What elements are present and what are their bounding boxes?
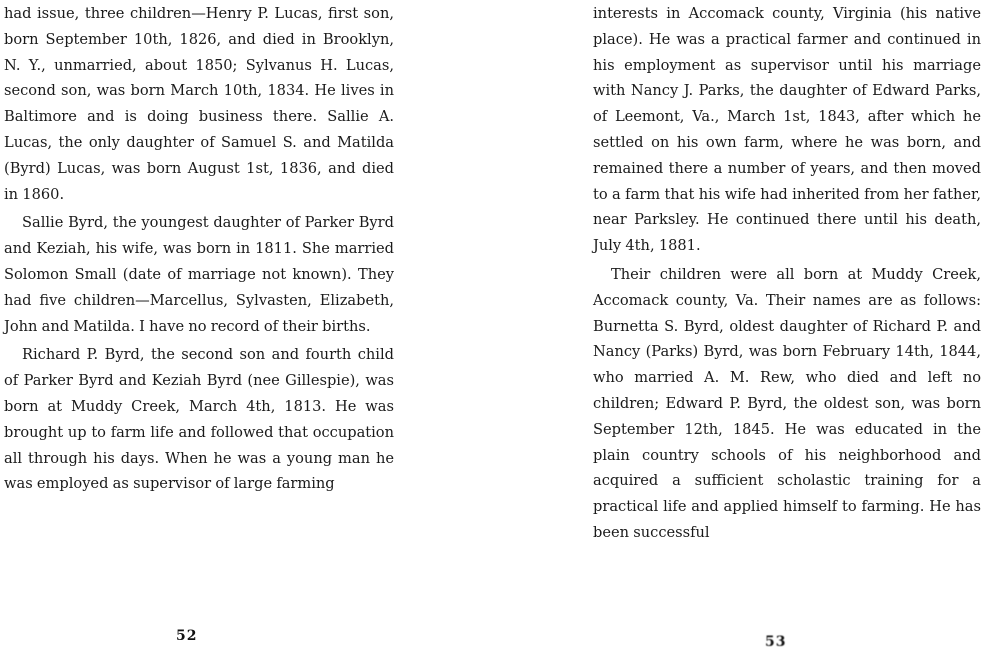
left-page-number: 52	[176, 628, 198, 644]
right-paragraph-richard-continued: interests in Accomack county, Virginia (his native place). He was a practical farmer and continued in his employment as supervisor until his marriage with Nancy J. Parks, the daughter of Edward Parks, of Leemont, Va., March 1st, 1843, after which he settled on his own farm, where he was born, and remained there a number of years, and then moved to a farm that his wife had inherited from her father, near Parksley. He continued there until his death, July 4th, 1881.	[593, 5, 981, 255]
right-paragraph-children-names: Their children were all born at Muddy Creek, Accomack county, Va. Their names are as follows: Burnetta S. Byrd, oldest daughter of Richard P. and Nancy (Parks) Byrd, was born February 14th, 1844, who married A. M. Rew, who died and left no children; Edward P. Byrd, the oldest son, was born September 12th, 1845. He was educated in the plain country schools of his neighborhood and acquired a sufficient scholastic training for a practical life and applied himself to farming. He has been successful	[593, 265, 981, 541]
left-paragraph-lucas-children: had issue, three children—Henry P. Lucas, first son, born September 10th, 1826, and died in Brooklyn, N. Y., unmarried, about 1850; Sylvanus H. Lucas, second son, was born March 10th, 1834. He lives in Baltimore and is doing business there. Sallie A. Lucas, the only daughter of Samuel S. and Matilda (Byrd) Lucas, was born August 1st, 1836, and died in 1860.	[4, 5, 394, 203]
right-page	[590, 0, 987, 650]
left-paragraph-sallie-byrd: Sallie Byrd, the youngest daughter of Parker Byrd and Keziah, his wife, was born in 1811. She married Solomon Small (date of marriage not known). They had five children—Marcellus, Sylvasten, Elizabeth, John and Matilda. I have no record of their births.	[4, 214, 394, 335]
left-page-text-column	[4, 1, 394, 497]
left-page	[0, 0, 400, 650]
right-page-number: 53	[765, 634, 787, 650]
left-paragraph-richard-byrd: Richard P. Byrd, the second son and fourth child of Parker Byrd and Keziah Byrd (nee Gillespie), was born at Muddy Creek, March 4th, 1813. He was brought up to farm life and followed that occupation all through his days. When he was a young man he was employed as supervisor of large farming	[4, 346, 394, 493]
right-page-text-column	[593, 1, 981, 546]
